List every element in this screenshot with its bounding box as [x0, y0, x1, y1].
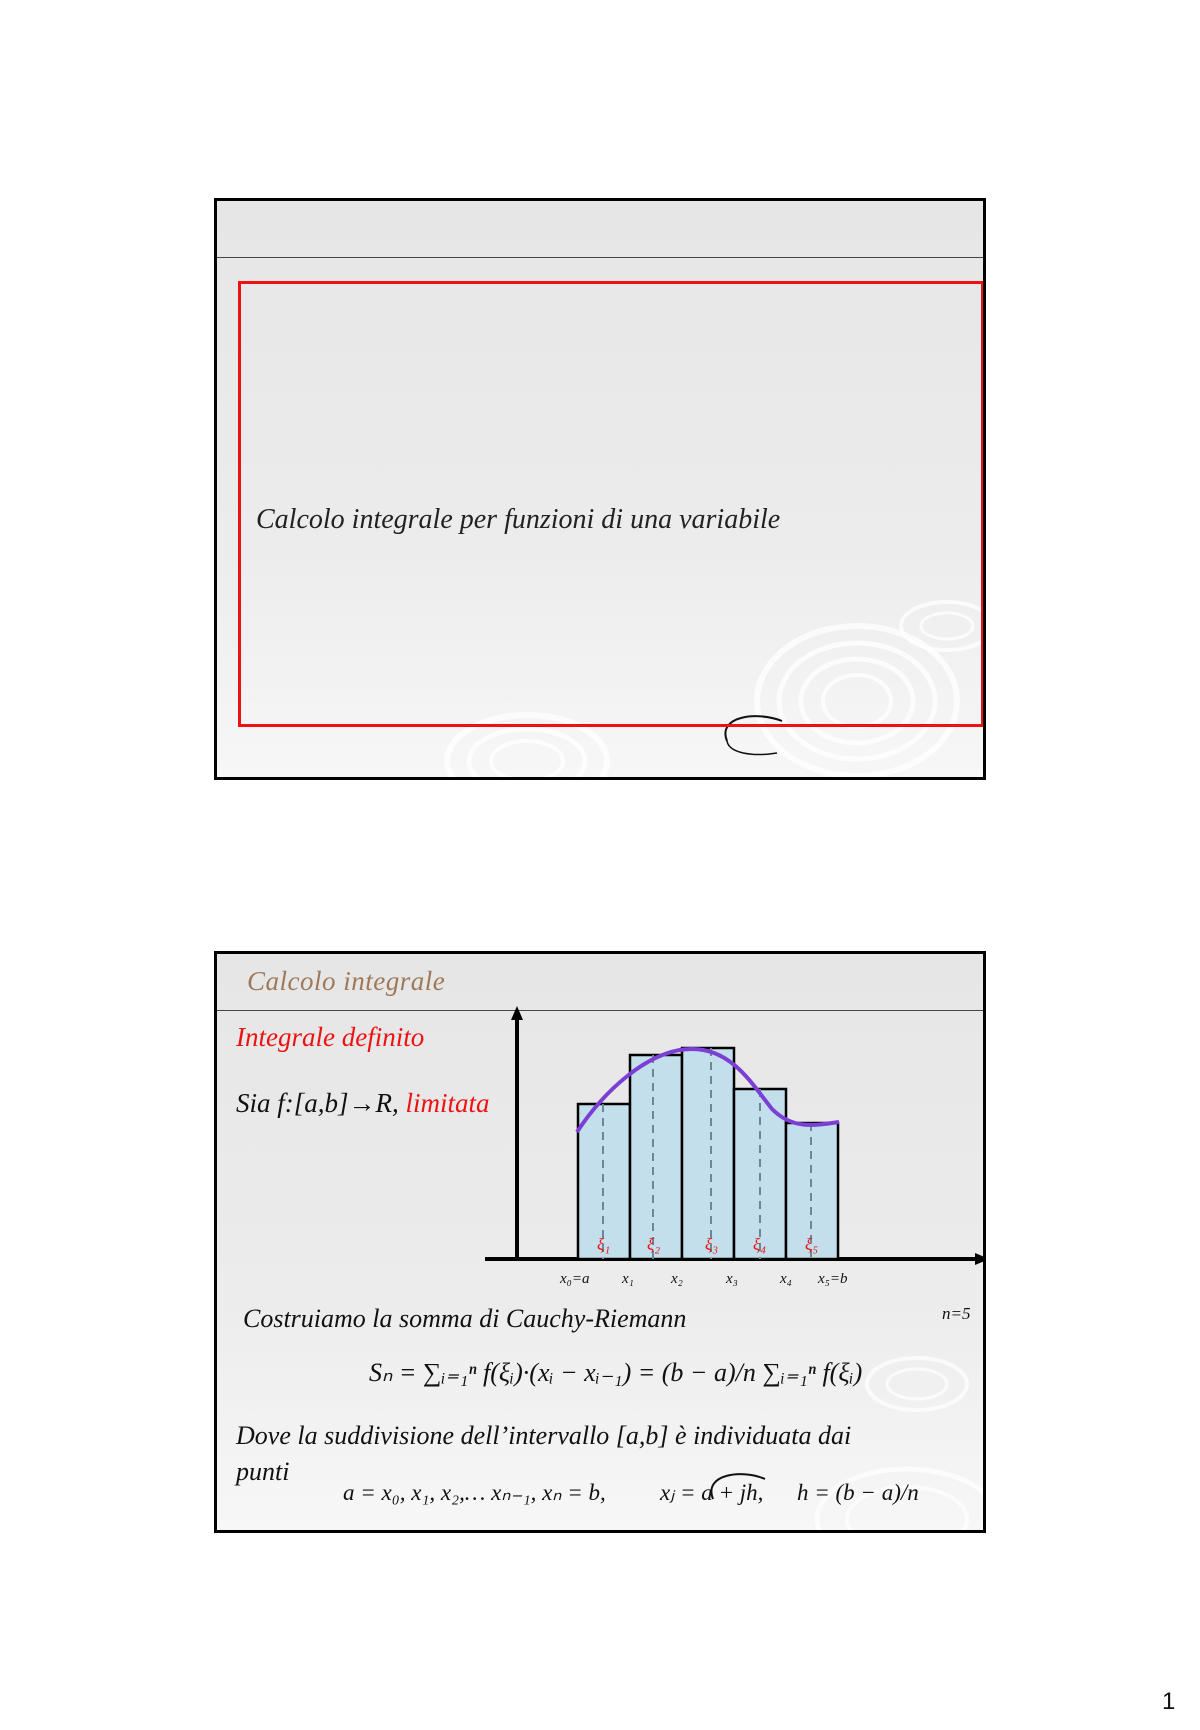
- hypothesis-emphasis: limitata: [405, 1088, 490, 1118]
- point-label-5: x₅=b: [818, 1271, 848, 1287]
- slide-1: [214, 198, 986, 780]
- subtitle-integrale-definito: Integrale definito: [236, 1022, 425, 1052]
- point-label-1: x₁: [622, 1271, 634, 1287]
- sum-intro-text: Costruiamo la somma di Cauchy-Riemann: [243, 1304, 687, 1333]
- cauchy-riemann-formula: Sₙ = ∑ᵢ₌₁ⁿ f(ξᵢ)·(xᵢ − xᵢ₋₁) = (b − a)/n ∑ᵢ₌₁ⁿ f(ξᵢ): [369, 1358, 863, 1387]
- xi-label-2: ξ₂: [647, 1235, 661, 1254]
- point-label-2: x₂: [671, 1271, 683, 1287]
- partition-text-line-2: punti: [236, 1457, 290, 1486]
- page-number: 1: [1162, 1688, 1176, 1715]
- logo-mark-overlay: [217, 954, 986, 1533]
- partition-text-line-1: Dove la suddivisione dell’intervallo [a,b] è individuata dai: [236, 1421, 852, 1450]
- h-formula: h = (b − a)/n: [797, 1480, 919, 1505]
- partition-points-formula: a = x₀, x₁, x₂,… xₙ₋₁, xₙ = b,: [343, 1480, 606, 1505]
- point-label-0: x₀=a: [560, 1271, 590, 1287]
- slide-2: [214, 951, 986, 1533]
- slide-header-divider: [217, 257, 983, 258]
- n-label: n=5: [942, 1304, 971, 1323]
- xj-formula: xⱼ = a + jh,: [660, 1480, 764, 1505]
- point-label-3: x₃: [726, 1271, 738, 1287]
- xi-label-5: ξ₅: [805, 1235, 819, 1254]
- xi-label-1: ξ₁: [597, 1235, 611, 1254]
- point-label-4: x₄: [780, 1271, 792, 1287]
- xi-label-4: ξ₄: [753, 1235, 767, 1254]
- xi-label-3: ξ₃: [705, 1235, 719, 1254]
- slide-2-heading: Calcolo integrale: [247, 966, 446, 996]
- slide-1-title: Calcolo integrale per funzioni di una variabile: [256, 504, 781, 535]
- hypothesis-prefix: Sia f:[a,b]→R,: [236, 1088, 406, 1118]
